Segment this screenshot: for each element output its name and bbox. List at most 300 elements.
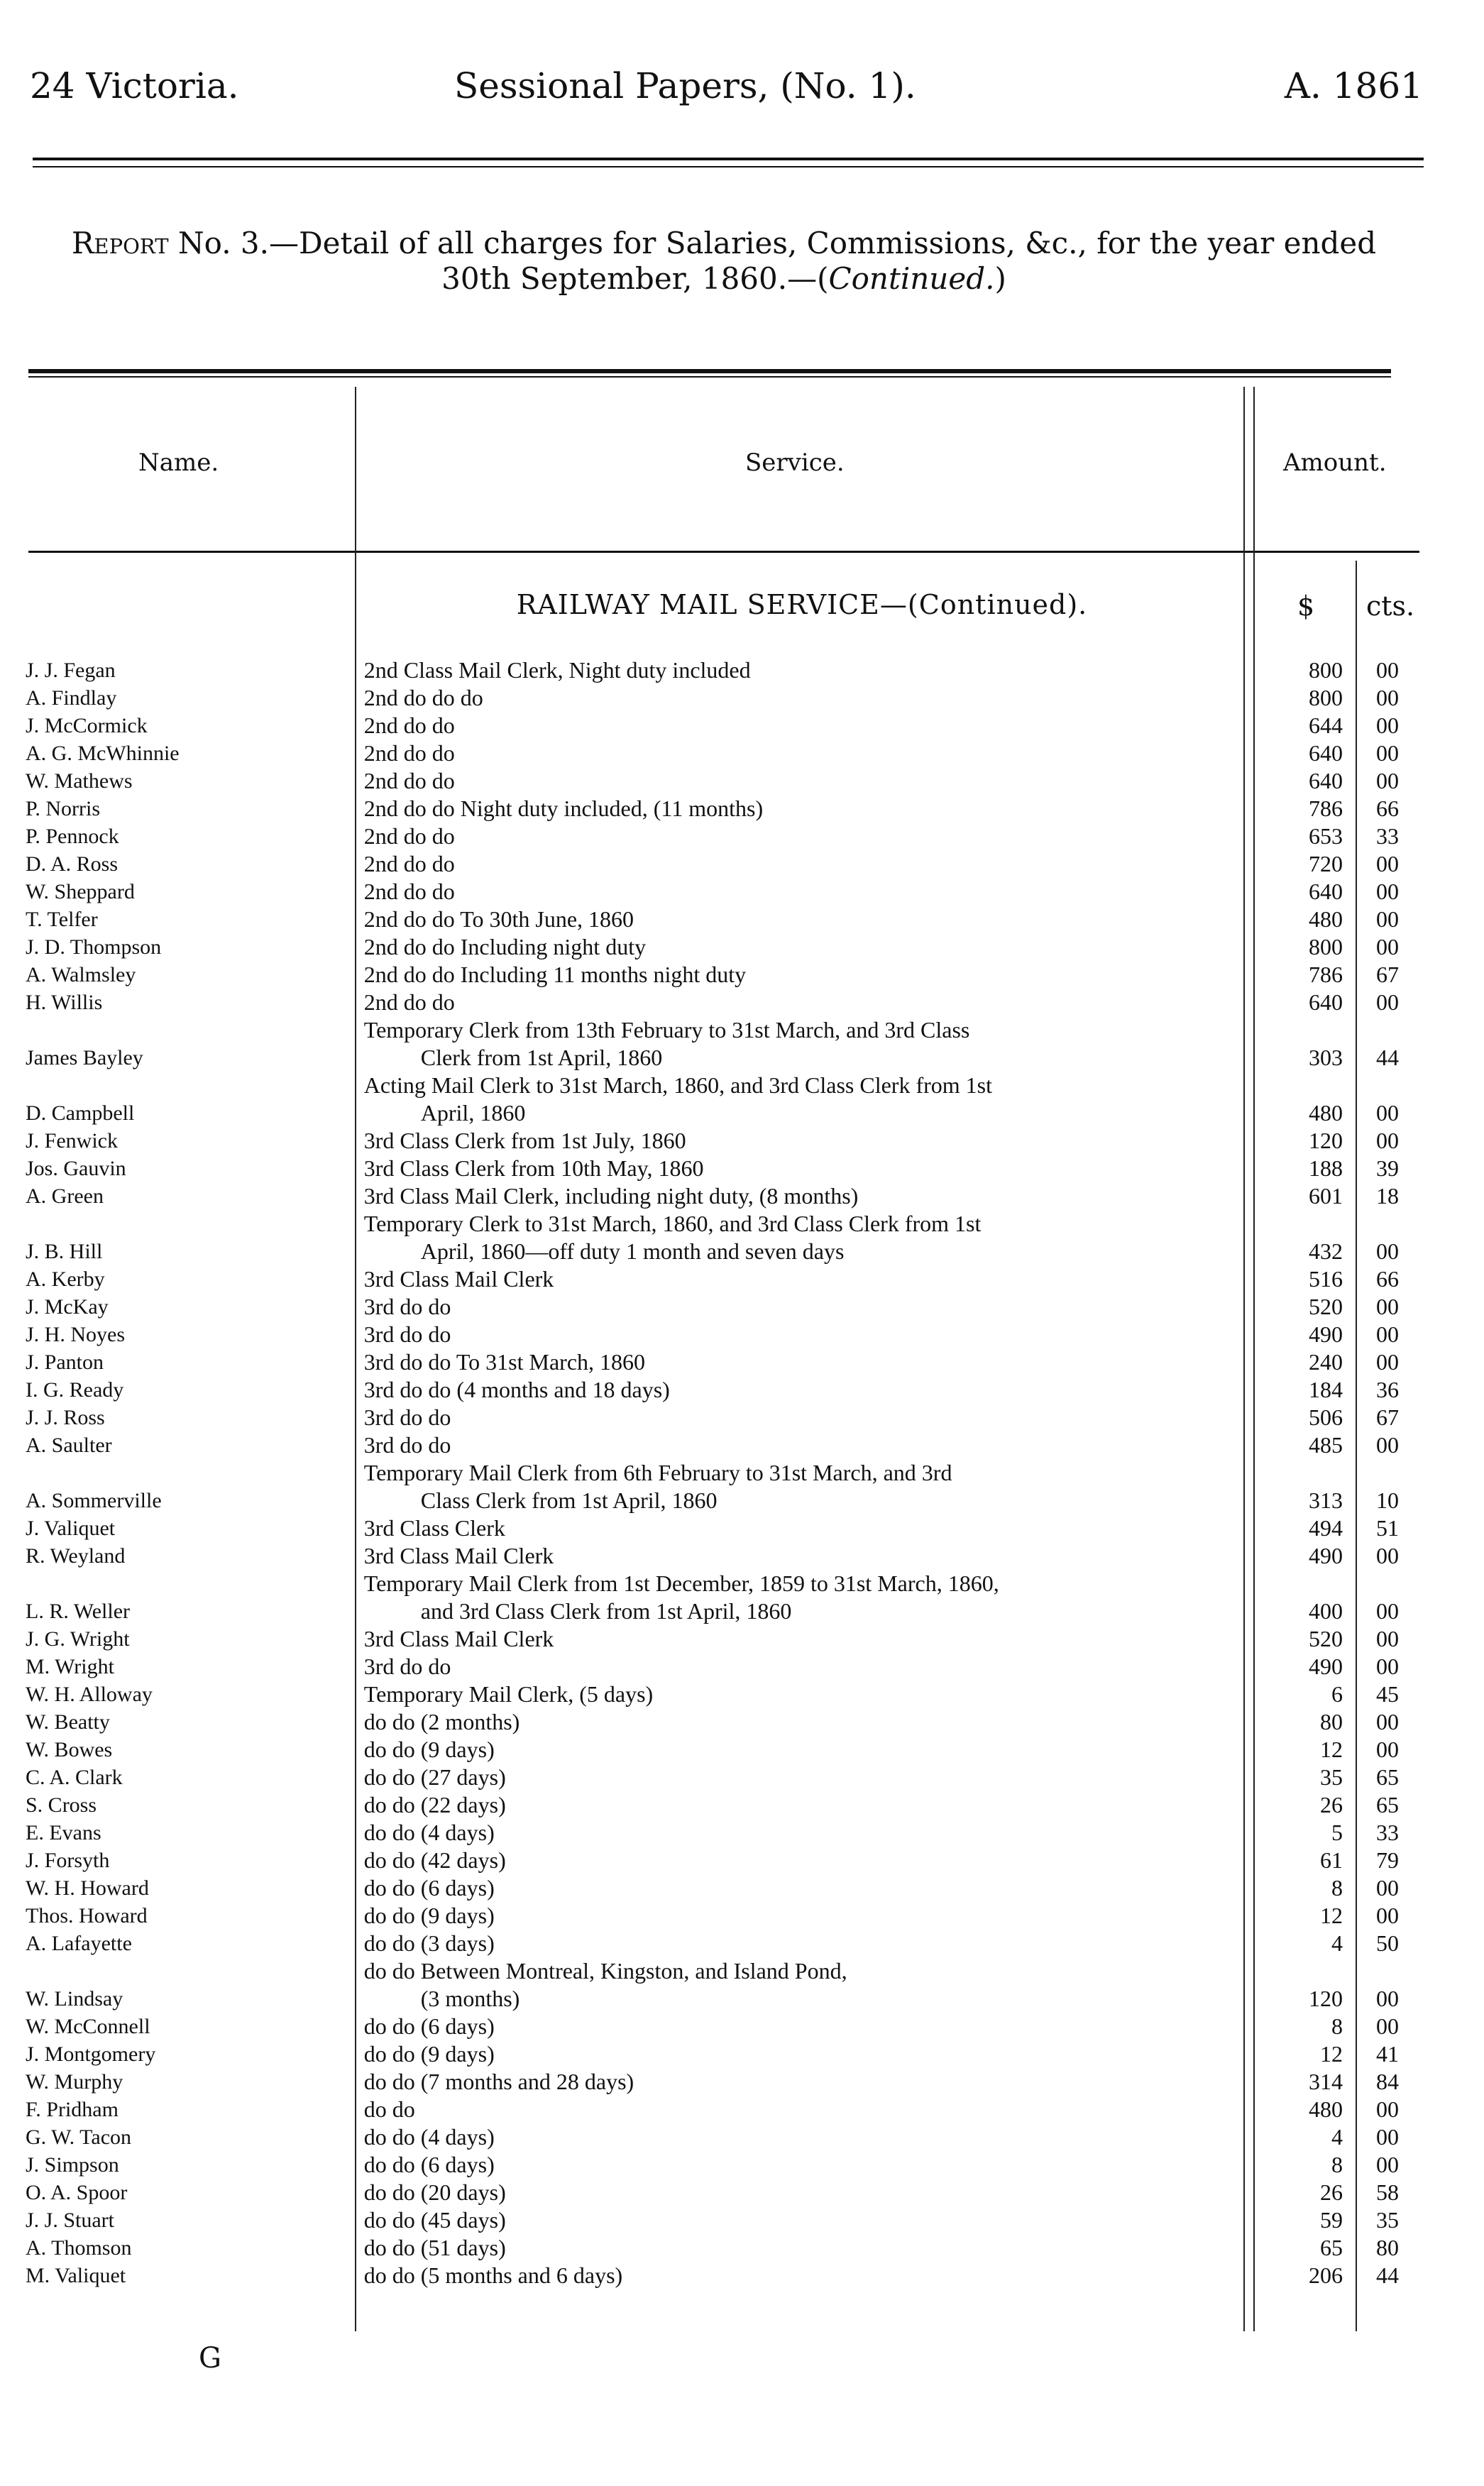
row-name: A. Green — [26, 1184, 104, 1208]
row-service — [356, 906, 1243, 933]
row-name: I. G. Ready — [26, 1378, 124, 1402]
row-name: W. H. Howard — [26, 1876, 149, 1900]
row-name: J. Fenwick — [26, 1129, 118, 1153]
row-cents: 39 — [1376, 1155, 1400, 1181]
header-title: Sessional Papers, (No. 1). — [454, 65, 916, 106]
row-service — [356, 1902, 1243, 1930]
row-dollars: 432 — [1309, 1238, 1343, 1264]
row-service-line: do do (5 months and 6 days) — [363, 2262, 623, 2288]
row-service — [356, 1072, 1243, 1127]
table-row — [21, 1902, 1427, 1930]
col-head-name: Name. — [138, 449, 219, 477]
row-name: W. H. Alloway — [26, 1683, 153, 1706]
row-name: C. A. Clark — [26, 1766, 123, 1789]
row-name: M. Wright — [26, 1655, 114, 1678]
row-name: F. Pridham — [26, 2098, 119, 2121]
row-cents: 33 — [1376, 1820, 1400, 1845]
table-row — [21, 878, 1427, 906]
table-top-rule-thin — [28, 376, 1391, 378]
row-dollars: 640 — [1309, 768, 1343, 793]
table-row — [21, 795, 1427, 823]
salary-table — [21, 656, 1427, 2289]
row-name: R. Weyland — [26, 1544, 126, 1568]
row-service-line: 3rd Class Mail Clerk — [363, 1626, 554, 1651]
row-service-line: do do (6 days) — [363, 2152, 495, 2177]
row-dollars: 26 — [1320, 1792, 1343, 1817]
row-name: James Bayley — [26, 1046, 143, 1069]
row-cents: 44 — [1376, 2262, 1400, 2288]
table-row — [21, 1127, 1427, 1155]
row-service-line: 2nd Class Mail Clerk, Night duty included — [363, 657, 751, 683]
row-service — [356, 2013, 1243, 2040]
row-dollars: 400 — [1309, 1598, 1343, 1624]
row-service-line: 2nd do do To 30th June, 1860 — [363, 906, 634, 932]
table-row — [21, 2123, 1427, 2151]
header-session: 24 Victoria. — [30, 65, 239, 106]
row-dollars: 59 — [1320, 2207, 1343, 2233]
row-service — [356, 1210, 1243, 1265]
row-dollars: 26 — [1320, 2179, 1343, 2205]
table-row — [21, 2068, 1427, 2096]
row-name: Thos. Howard — [26, 1904, 148, 1927]
row-service-line: do do (27 days) — [363, 1764, 506, 1790]
row-service — [356, 739, 1243, 767]
row-cents: 50 — [1376, 1930, 1400, 1956]
table-row — [21, 1542, 1427, 1570]
row-name: W. Mathews — [26, 769, 133, 793]
row-service-line: 3rd do do — [363, 1654, 451, 1679]
row-dollars: 640 — [1309, 989, 1343, 1015]
row-service-line: April, 1860—off duty 1 month and seven days — [420, 1238, 845, 1264]
row-service — [356, 684, 1243, 712]
row-cents: 00 — [1376, 1128, 1400, 1153]
row-cents: 00 — [1376, 1598, 1400, 1624]
table-row — [21, 1514, 1427, 1542]
table-row — [21, 1819, 1427, 1847]
row-dollars: 12 — [1320, 1903, 1343, 1928]
row-name: J. J. Ross — [26, 1406, 105, 1429]
table-row — [21, 2262, 1427, 2289]
row-cents: 00 — [1376, 2152, 1400, 2177]
row-dollars: 720 — [1309, 851, 1343, 876]
row-service — [356, 1155, 1243, 1182]
row-dollars: 35 — [1320, 1764, 1343, 1790]
table-row — [21, 656, 1427, 684]
row-dollars: 120 — [1309, 1128, 1343, 1153]
row-name: P. Pennock — [26, 825, 119, 848]
row-service-line: do do (3 days) — [363, 1930, 495, 1956]
row-cents: 00 — [1376, 1737, 1400, 1762]
row-service-line: Acting Mail Clerk to 31st March, 1860, and 3rd Class Clerk from 1st — [363, 1072, 992, 1098]
row-service-line: April, 1860 — [420, 1100, 526, 1126]
row-cents: 00 — [1376, 989, 1400, 1015]
table-row — [21, 1653, 1427, 1681]
row-name: E. Evans — [26, 1821, 101, 1844]
row-name: A. Findlay — [26, 686, 117, 710]
row-service-line: 2nd do do Including night duty — [363, 934, 647, 959]
row-dollars: 184 — [1309, 1377, 1343, 1402]
row-service — [356, 933, 1243, 961]
table-row — [21, 1155, 1427, 1182]
row-dollars: 640 — [1309, 879, 1343, 904]
row-cents: 00 — [1376, 851, 1400, 876]
row-service — [356, 1404, 1243, 1431]
table-row — [21, 1625, 1427, 1653]
row-cents: 00 — [1376, 1432, 1400, 1458]
row-service — [356, 2123, 1243, 2151]
row-service-line: do do (6 days) — [363, 2013, 495, 2039]
row-name: D. A. Ross — [26, 852, 119, 876]
row-dollars: 800 — [1309, 934, 1343, 959]
row-dollars: 188 — [1309, 1155, 1343, 1181]
row-name: W. Bowes — [26, 1738, 113, 1761]
row-dollars: 490 — [1309, 1321, 1343, 1347]
row-name: D. Campbell — [26, 1101, 135, 1125]
table-row — [21, 2096, 1427, 2123]
row-service-line: do do Between Montreal, Kingston, and Island Pond, — [363, 1958, 847, 1984]
row-service — [356, 1708, 1243, 1736]
row-cents: 00 — [1376, 1238, 1400, 1264]
row-service-line: Clerk from 1st April, 1860 — [420, 1045, 663, 1070]
table-row — [21, 961, 1427, 989]
row-service — [356, 656, 1243, 684]
row-dollars: 786 — [1309, 962, 1343, 987]
row-dollars: 494 — [1309, 1515, 1343, 1541]
table-row — [21, 2206, 1427, 2234]
row-service-line: 3rd Class Mail Clerk — [363, 1266, 554, 1292]
row-dollars: 480 — [1309, 906, 1343, 932]
row-service — [356, 1957, 1243, 2013]
row-service-line: do do (22 days) — [363, 1792, 506, 1817]
row-service — [356, 2234, 1243, 2262]
row-cents: 65 — [1376, 1764, 1400, 1790]
row-cents: 45 — [1376, 1681, 1400, 1707]
table-row — [21, 1210, 1427, 1265]
row-service-line: 2nd do do — [363, 768, 455, 793]
table-row — [21, 1874, 1427, 1902]
row-service-line: Temporary Mail Clerk, (5 days) — [363, 1681, 654, 1707]
table-top-rule — [28, 369, 1391, 373]
row-service-line: 2nd do do — [363, 740, 455, 766]
row-name: J. McKay — [26, 1295, 109, 1319]
row-service — [356, 1016, 1243, 1072]
row-dollars: 520 — [1309, 1294, 1343, 1319]
row-name: J. D. Thompson — [26, 935, 162, 959]
row-dollars: 490 — [1309, 1654, 1343, 1679]
report-title-line2: 30th September, 1860.—(Continued.) — [441, 261, 1006, 296]
row-cents: 00 — [1376, 1294, 1400, 1319]
row-service-line: do do (9 days) — [363, 1903, 495, 1928]
dollar-unit: $ — [1297, 590, 1315, 622]
page-header — [0, 57, 1484, 128]
row-service-line: 2nd do do — [363, 823, 455, 849]
row-service-line: Class Clerk from 1st April, 1860 — [420, 1487, 718, 1513]
row-name: J. Montgomery — [26, 2042, 156, 2066]
row-service — [356, 961, 1243, 989]
section-title: RAILWAY MAIL SERVICE—(Continued). — [516, 589, 1088, 620]
row-service-line: 3rd do do — [363, 1432, 451, 1458]
row-service-line: 3rd do do — [363, 1404, 451, 1430]
row-service-line: 3rd do do — [363, 1294, 451, 1319]
row-name: A. Thomson — [26, 2236, 132, 2260]
row-name: A. G. McWhinnie — [26, 742, 180, 765]
row-dollars: 4 — [1331, 1930, 1343, 1956]
row-dollars: 303 — [1309, 1045, 1343, 1070]
row-dollars: 490 — [1309, 1543, 1343, 1568]
row-service — [356, 1182, 1243, 1210]
row-cents: 18 — [1376, 1183, 1400, 1209]
row-dollars: 120 — [1309, 1986, 1343, 2011]
report-title-line1: Report No. 3.—Detail of all charges for Salaries, Commissions, &c., for the year ended — [71, 226, 1377, 260]
row-dollars: 480 — [1309, 2096, 1343, 2122]
row-dollars: 8 — [1331, 2013, 1343, 2039]
row-service-line: 3rd do do To 31st March, 1860 — [363, 1349, 646, 1375]
row-dollars: 644 — [1309, 713, 1343, 738]
row-cents: 00 — [1376, 906, 1400, 932]
row-service — [356, 1764, 1243, 1791]
row-service-line: 2nd do do — [363, 851, 455, 876]
table-row — [21, 1293, 1427, 1321]
row-cents: 00 — [1376, 685, 1400, 710]
row-service — [356, 1459, 1243, 1514]
row-name: W. Lindsay — [26, 1987, 123, 2011]
row-service — [356, 1265, 1243, 1293]
row-name: T. Telfer — [26, 908, 98, 931]
row-dollars: 61 — [1320, 1847, 1343, 1873]
row-dollars: 12 — [1320, 1737, 1343, 1762]
row-dollars: 5 — [1331, 1820, 1343, 1845]
row-service-line: 2nd do do Night duty included, (11 months) — [363, 796, 764, 821]
row-cents: 66 — [1376, 1266, 1400, 1292]
row-dollars: 8 — [1331, 2152, 1343, 2177]
col-head-service: Service. — [745, 449, 845, 477]
row-name: A. Lafayette — [26, 1932, 132, 1955]
table-row — [21, 2234, 1427, 2262]
row-service-line: 3rd Class Clerk from 10th May, 1860 — [363, 1155, 704, 1181]
row-service-line: do do (42 days) — [363, 1847, 506, 1873]
row-name: J. H. Noyes — [26, 1323, 125, 1346]
table-row — [21, 1930, 1427, 1957]
row-dollars: 8 — [1331, 1875, 1343, 1901]
row-service-line: 2nd do do do — [363, 685, 483, 710]
row-cents: 00 — [1376, 1321, 1400, 1347]
row-name: J. J. Fegan — [26, 659, 116, 682]
header-year: A. 1861 — [1284, 65, 1423, 106]
table-row — [21, 1764, 1427, 1791]
row-service — [356, 1791, 1243, 1819]
row-service-line: 2nd do do — [363, 879, 455, 904]
row-service — [356, 1819, 1243, 1847]
row-service-line: 2nd do do — [363, 989, 455, 1015]
table-row — [21, 1072, 1427, 1127]
row-service-line: (3 months) — [420, 1986, 520, 2011]
row-dollars: 640 — [1309, 740, 1343, 766]
row-name: J. Panton — [26, 1351, 104, 1374]
row-cents: 00 — [1376, 1986, 1400, 2011]
row-cents: 00 — [1376, 1626, 1400, 1651]
row-service-line: do do (9 days) — [363, 2041, 495, 2067]
row-service — [356, 2151, 1243, 2179]
row-cents: 36 — [1376, 1377, 1400, 1402]
row-dollars: 800 — [1309, 657, 1343, 683]
row-name: A. Sommerville — [26, 1489, 162, 1512]
row-dollars: 206 — [1309, 2262, 1343, 2288]
row-cents: 00 — [1376, 713, 1400, 738]
row-service — [356, 850, 1243, 878]
table-row — [21, 1016, 1427, 1072]
row-dollars: 653 — [1309, 823, 1343, 849]
row-dollars: 786 — [1309, 796, 1343, 821]
row-service-line: do do (9 days) — [363, 1737, 495, 1762]
row-name: L. R. Weller — [26, 1600, 130, 1623]
row-name: P. Norris — [26, 797, 101, 820]
row-service — [356, 2262, 1243, 2289]
table-row — [21, 1431, 1427, 1459]
table-row — [21, 823, 1427, 850]
row-name: W. Beatty — [26, 1710, 110, 1734]
table-row — [21, 1459, 1427, 1514]
row-name: J. Forsyth — [26, 1849, 110, 1872]
table-row — [21, 1348, 1427, 1376]
row-service-line: do do (45 days) — [363, 2207, 506, 2233]
row-cents: 00 — [1376, 1654, 1400, 1679]
row-cents: 00 — [1376, 1543, 1400, 1568]
row-cents: 51 — [1376, 1515, 1400, 1541]
row-cents: 00 — [1376, 740, 1400, 766]
header-rule-top — [33, 158, 1424, 160]
row-service-line: do do (51 days) — [363, 2235, 506, 2260]
row-service — [356, 1681, 1243, 1708]
table-row — [21, 2151, 1427, 2179]
row-name: W. Murphy — [26, 2070, 123, 2094]
row-dollars: 80 — [1320, 1709, 1343, 1734]
table-row — [21, 2179, 1427, 2206]
row-service — [356, 2040, 1243, 2068]
row-name: A. Kerby — [26, 1267, 105, 1291]
table-row — [21, 989, 1427, 1016]
row-service-line: do do (2 months) — [363, 1709, 520, 1734]
row-service-line: 3rd do do — [363, 1321, 451, 1347]
row-cents: 00 — [1376, 1903, 1400, 1928]
table-row — [21, 1321, 1427, 1348]
row-dollars: 485 — [1309, 1432, 1343, 1458]
row-cents: 65 — [1376, 1792, 1400, 1817]
table-row — [21, 1404, 1427, 1431]
table-row — [21, 933, 1427, 961]
row-dollars: 520 — [1309, 1626, 1343, 1651]
row-service — [356, 1736, 1243, 1764]
row-cents: 00 — [1376, 2096, 1400, 2122]
report-title — [28, 226, 1419, 297]
row-service-line: do do (20 days) — [363, 2179, 506, 2205]
row-service-line: 3rd Class Clerk — [363, 1515, 505, 1541]
row-cents: 84 — [1376, 2069, 1400, 2094]
row-service — [356, 823, 1243, 850]
row-service-line: and 3rd Class Clerk from 1st April, 1860 — [420, 1598, 792, 1624]
row-cents: 35 — [1376, 2207, 1400, 2233]
row-cents: 00 — [1376, 2124, 1400, 2150]
row-cents: 58 — [1376, 2179, 1400, 2205]
row-service — [356, 1847, 1243, 1874]
row-service-line: Temporary Clerk from 13th February to 31st March, and 3rd Class — [363, 1017, 970, 1043]
row-service — [356, 2096, 1243, 2123]
row-cents: 10 — [1376, 1487, 1400, 1513]
row-service — [356, 1514, 1243, 1542]
row-dollars: 240 — [1309, 1349, 1343, 1375]
row-name: Jos. Gauvin — [26, 1157, 126, 1180]
row-name: J. G. Wright — [26, 1627, 130, 1651]
row-name: A. Walmsley — [26, 963, 136, 986]
row-cents: 00 — [1376, 1100, 1400, 1126]
row-name: W. Sheppard — [26, 880, 135, 903]
table-row — [21, 1265, 1427, 1293]
row-name: J. J. Stuart — [26, 2209, 115, 2232]
table-row — [21, 1791, 1427, 1819]
row-service-line: Temporary Mail Clerk from 6th February to 31st March, and 3rd — [363, 1460, 952, 1485]
row-service — [356, 767, 1243, 795]
row-dollars: 6 — [1331, 1681, 1343, 1707]
row-dollars: 313 — [1309, 1487, 1343, 1513]
table-row — [21, 1570, 1427, 1625]
row-dollars: 12 — [1320, 2041, 1343, 2067]
row-service — [356, 1348, 1243, 1376]
row-service-line: 3rd Class Mail Clerk — [363, 1543, 554, 1568]
row-cents: 67 — [1376, 962, 1400, 987]
row-service — [356, 1930, 1243, 1957]
row-name: G. W. Tacon — [26, 2125, 132, 2149]
row-name: A. Saulter — [26, 1434, 112, 1457]
row-service-line: Temporary Clerk to 31st March, 1860, and 3rd Class Clerk from 1st — [363, 1211, 982, 1236]
table-row — [21, 739, 1427, 767]
row-cents: 41 — [1376, 2041, 1400, 2067]
row-service — [356, 1542, 1243, 1570]
row-cents: 00 — [1376, 657, 1400, 683]
row-service-line: do do (6 days) — [363, 1875, 495, 1901]
row-cents: 00 — [1376, 1709, 1400, 1734]
row-service-line: do do (7 months and 28 days) — [363, 2069, 634, 2094]
row-cents: 00 — [1376, 1875, 1400, 1901]
row-dollars: 800 — [1309, 685, 1343, 710]
table-row — [21, 1681, 1427, 1708]
row-service-line: do do (4 days) — [363, 1820, 495, 1845]
table-row — [21, 1847, 1427, 1874]
row-name: W. McConnell — [26, 2015, 150, 2038]
row-service-line: 2nd do do — [363, 713, 455, 738]
row-service — [356, 1321, 1243, 1348]
table-row — [21, 1376, 1427, 1404]
row-name: J. B. Hill — [26, 1240, 103, 1263]
row-cents: 44 — [1376, 1045, 1400, 1070]
table-row — [21, 767, 1427, 795]
row-service-line: do do (4 days) — [363, 2124, 495, 2150]
row-name: J. McCormick — [26, 714, 148, 737]
row-dollars: 480 — [1309, 1100, 1343, 1126]
table-row — [21, 1736, 1427, 1764]
row-service-line: Temporary Mail Clerk from 1st December, 1859 to 31st March, 1860, — [363, 1571, 999, 1596]
row-service — [356, 1874, 1243, 1902]
row-service-line: 3rd Class Mail Clerk, including night duty, (8 months) — [363, 1183, 859, 1209]
row-dollars: 506 — [1309, 1404, 1343, 1430]
table-row — [21, 906, 1427, 933]
row-cents: 00 — [1376, 768, 1400, 793]
row-service — [356, 712, 1243, 739]
row-service — [356, 1625, 1243, 1653]
table-row — [21, 2040, 1427, 2068]
col-head-amount: Amount. — [1283, 449, 1387, 477]
row-name: O. A. Spoor — [26, 2181, 128, 2204]
signature-mark: G — [199, 2342, 221, 2375]
table-row — [21, 1708, 1427, 1736]
